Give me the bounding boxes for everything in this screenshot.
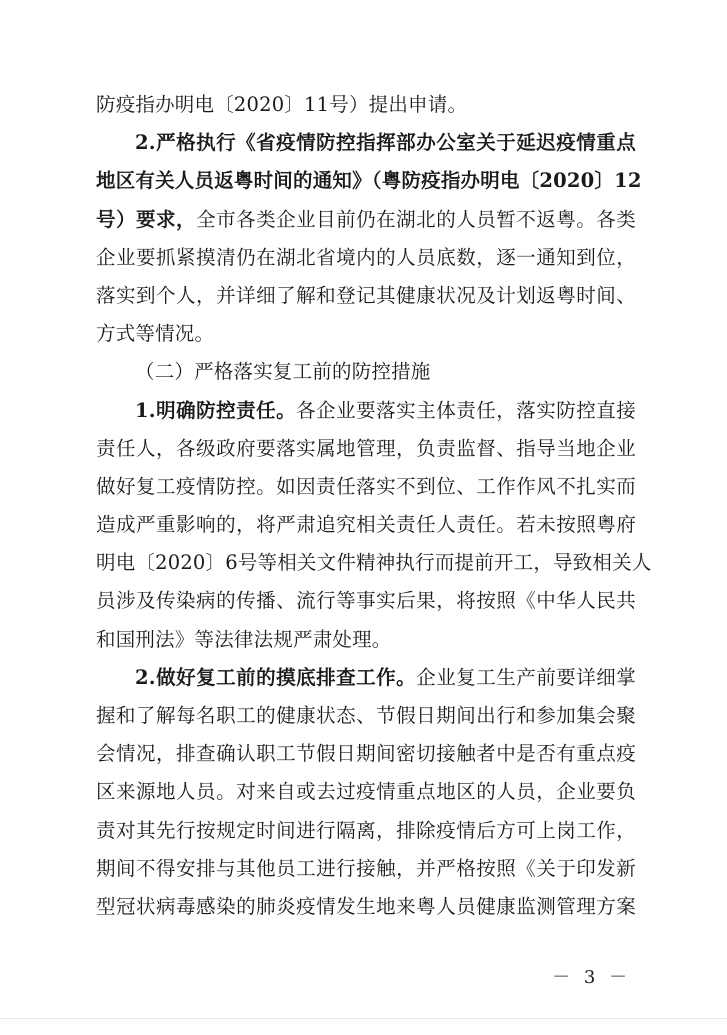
line-bold-text: 2.做好复工前的摸底排查工作。 <box>135 665 417 689</box>
line-text: 会情况，排查确认职工节假日期间密切接触者中是否有重点疫 <box>96 742 636 766</box>
line-bold-text: 1.明确防控责任。 <box>135 398 297 422</box>
line-bold-text: 号）要求， <box>96 207 197 231</box>
text-line <box>96 659 636 697</box>
line-text: 企业复工生产前要详细掌 <box>416 665 637 689</box>
text-line <box>96 544 652 582</box>
section-heading <box>96 353 636 391</box>
text-line <box>96 430 636 468</box>
text-line <box>96 812 636 850</box>
text-line <box>96 277 636 315</box>
text-line <box>96 315 636 353</box>
line-text: 各企业要落实主体责任，落实防控直接 <box>296 398 636 422</box>
line-bold-text: 2.严格执行《省疫情防控指挥部办公室关于延迟疫情重点 <box>135 131 636 155</box>
line-text: 做好复工疫情防控。如因责任落实不到位、工作作风不扎实而 <box>96 474 636 498</box>
text-line <box>96 735 636 773</box>
page-number: － 3 － <box>552 967 631 988</box>
text-line <box>96 239 636 277</box>
text-line <box>96 773 636 811</box>
text-line <box>96 888 636 926</box>
text-line <box>96 582 636 620</box>
line-text: 企业要抓紧摸清仍在湖北省境内的人员底数，逐一通知到位， <box>96 245 636 269</box>
line-text: 和国刑法》等法律法规严肃处理。 <box>96 627 392 651</box>
text-line <box>96 162 642 200</box>
text-line <box>96 506 636 544</box>
text-line <box>96 468 636 506</box>
text-line <box>96 201 636 239</box>
line-text: 落实到个人，并详细了解和登记其健康状况及计划返粤时间、 <box>96 283 636 307</box>
line-text: 区来源地人员。对来自或去过疫情重点地区的人员，企业要负 <box>96 780 636 804</box>
line-text: 责任人，各级政府要落实属地管理，负责监督、指导当地企业 <box>96 436 636 460</box>
line-text: 造成严重影响的，将严肃追究相关责任人责任。若未按照粤府 <box>96 513 636 537</box>
section-heading-text: （二）严格落实复工前的防控措施 <box>135 360 431 384</box>
line-text: 握和了解每名职工的健康状态、节假日期间出行和参加集会聚 <box>96 704 636 727</box>
line-text: 型冠状病毒感染的肺炎疫情发生地来粤人员健康监测管理方案 <box>96 894 636 918</box>
line-text: 明电〔2020〕6号等相关文件精神执行而提前开工，导致相关人 <box>96 551 652 575</box>
line-text: 方式等情况。 <box>96 322 215 346</box>
text-line <box>96 392 636 430</box>
line-text: 责对其先行按规定时间进行隔离，排除疫情后方可上岗工作， <box>96 818 636 842</box>
line-text: 全市各类企业目前仍在湖北的人员暂不返粤。各类 <box>196 207 636 231</box>
line-text: 员涉及传染病的传播、流行等事实后果，将按照《中华人民共 <box>96 589 636 613</box>
line-text: 期间不得安排与其他员工进行接触，并严格按照《关于印发新 <box>96 856 636 880</box>
line-text: 防疫指办明电〔2020〕11号）提出申请。 <box>96 93 468 116</box>
page-bottom-divider <box>0 1018 727 1019</box>
document-body <box>96 86 652 926</box>
text-line <box>96 697 636 735</box>
text-line <box>96 124 636 162</box>
text-line <box>96 86 636 124</box>
text-line <box>96 850 636 888</box>
line-bold-text: 地区有关人员返粤时间的通知》（粤防疫指办明电〔2020〕12 <box>96 169 642 193</box>
text-line <box>96 621 636 659</box>
